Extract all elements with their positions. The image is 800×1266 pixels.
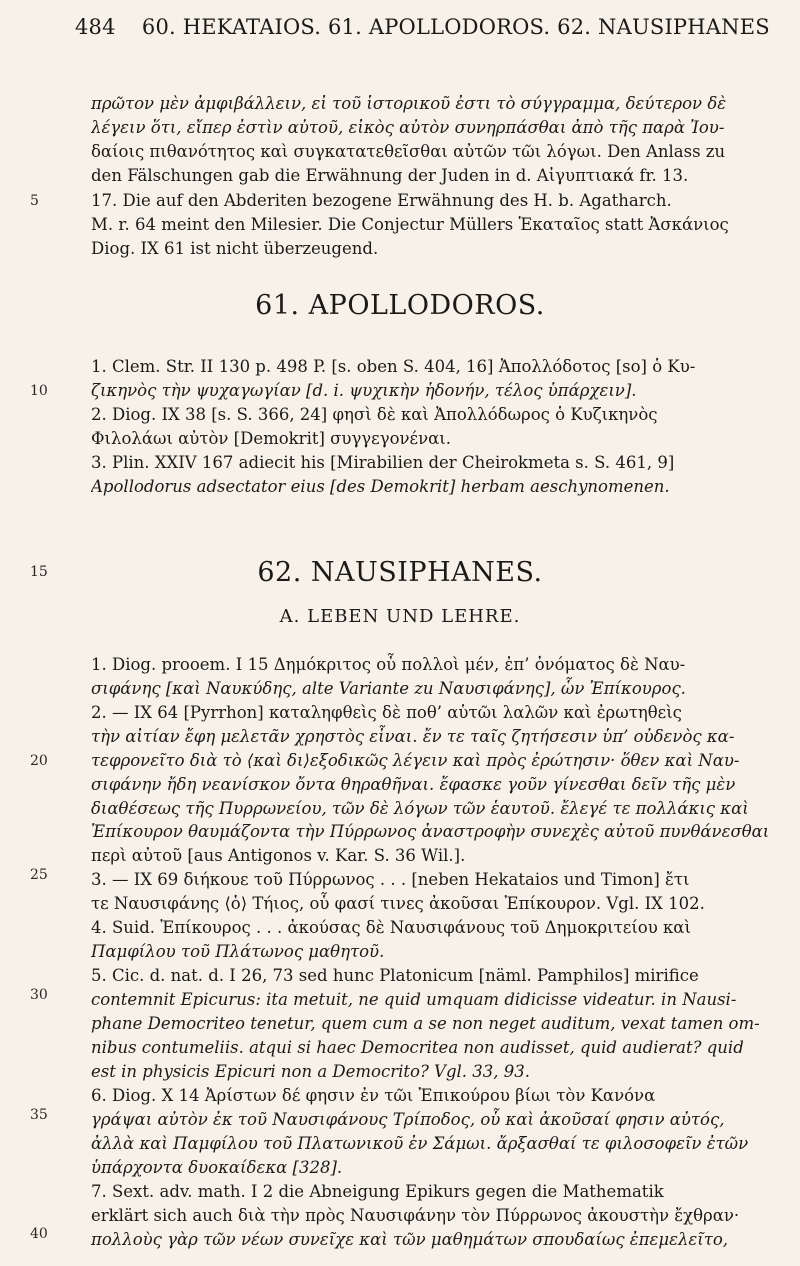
text-line: Φιλολάωι αὐτὸν [Demokrit] συγγεγονέναι. <box>91 429 451 448</box>
text-line: phane Democriteo tenetur, quem cum a se non neget auditum, vexat tamen om- <box>91 1014 760 1033</box>
text-line: 7. Sext. adv. math. I 2 die Abneigung Epikurs gegen die Mathematik <box>91 1182 664 1201</box>
text-line: 1. Clem. Str. II 130 p. 498 P. [s. oben S. 404, 16] Ἀπολλόδοτος [so] ὁ Κυ- <box>91 357 696 376</box>
text-line: Ἐπίκουρον θαυμάζοντα τὴν Πύρρωνος ἀναστροφὴν συνεχὲς αὐτοῦ πυνθάνεσθαι <box>91 822 770 841</box>
text-line: πολλοὺς γὰρ τῶν νέων συνεῖχε καὶ τῶν μαθημάτων σπουδαίως ἐπεμελεῖτο, <box>91 1230 729 1249</box>
text-line: contemnit Epicurus: ita metuit, ne quid umquam didicisse videatur. in Nausi- <box>91 990 737 1009</box>
text-line: den Fälschungen gab die Erwähnung der Juden in d. Αἰγυπτιακά fr. 13. <box>91 166 689 185</box>
text-line: Παμφίλου τοῦ Πλάτωνος μαθητοῦ. <box>91 942 385 961</box>
text-line: 17. Die auf den Abderiten bezogene Erwähnung des H. b. Agatharch. <box>91 191 672 210</box>
text-line: σιφάνης [καὶ Ναυκύδης, alte Variante zu Ναυσιφάνης], ὧν Ἐπίκουρος. <box>91 679 686 698</box>
text-line: τὴν αἰτίαν ἔφη μελετᾶν χρηστὸς εἶναι. ἔν τε ταῖς ζητήσεσιν ὑπ’ οὐδενὸς κα- <box>91 727 735 746</box>
running-header <box>75 15 770 39</box>
line-number: 10 <box>30 383 48 399</box>
section-title-61: 61. APOLLODOROS. <box>255 290 545 321</box>
section-subtitle: A. LEBEN UND LEHRE. <box>279 606 521 627</box>
text-line: σιφάνην ἤδη νεανίσκον ὄντα θηραθῆναι. ἔφασκε γοῦν γίνεσθαι δεῖν τῆς μὲν <box>91 775 736 794</box>
text-line: Apollodorus adsectator eius [des Demokrit] herbam aeschynomenen. <box>91 477 670 496</box>
text-line: ἀλλὰ καὶ Παμφίλου τοῦ Πλατωνικοῦ ἐν Σάμωι. ἄρξασθαί τε φιλοσοφεῖν ἐτῶν <box>91 1134 749 1153</box>
text-line: δαίοις πιθανότητος καὶ συγκατατεθεῖσθαι αὐτῶν τῶι λόγωι. Den Anlass zu <box>91 142 726 161</box>
line-number: 30 <box>30 987 48 1003</box>
text-line: 1. Diog. prooem. I 15 Δημόκριτος οὗ πολλοὶ μέν, ἐπ’ ὀνόματος δὲ Ναυ- <box>91 655 686 674</box>
text-line: περὶ αὐτοῦ [aus Antigonos v. Kar. S. 36 Wil.]. <box>91 846 466 865</box>
line-number: 40 <box>30 1226 48 1242</box>
text-line: λέγειν ὅτι, εἴπερ ἐστὶν αὐτοῦ, εἰκὸς αὐτὸν συνηρπάσθαι ἀπὸ τῆς παρὰ Ἰου- <box>91 118 725 137</box>
page-number: 484 <box>75 15 116 39</box>
text-line: ζικηνὸς τὴν ψυχαγωγίαν [d. i. ψυχικὴν ἡδονήν, τέλος ὑπάρχειν]. <box>91 381 637 400</box>
text-line: M. r. 64 meint den Milesier. Die Conjectur Müllers Ἑκαταῖος statt Ἀσκάνιος <box>91 215 729 234</box>
line-number: 5 <box>30 193 39 209</box>
text-line: 2. — IX 64 [Pyrrhon] καταληφθεὶς δὲ ποθ’ αὑτῶι λαλῶν καὶ ἐρωτηθεὶς <box>91 703 682 722</box>
section-title-62: 62. NAUSIPHANES. <box>257 557 543 588</box>
line-number: 25 <box>30 867 48 883</box>
text-line: διαθέσεως τῆς Πυρρωνείου, τῶν δὲ λόγων τῶν ἑαυτοῦ. ἔλεγέ τε πολλάκις καὶ <box>91 799 749 818</box>
text-line: 3. Plin. XXIV 167 adiecit his [Mirabilien der Cheirokmeta s. S. 461, 9] <box>91 453 675 472</box>
text-line: πρῶτον μὲν ἀμφιβάλλειν, εἰ τοῦ ἱστορικοῦ ἐστι τὸ σύγγραμμα, δεύτερον δὲ <box>91 94 727 113</box>
text-line: τε Ναυσιφάνης ⟨ὁ⟩ Τήιος, οὗ φασί τινες ἀκοῦσαι Ἐπίκουρον. Vgl. IX 102. <box>91 894 705 913</box>
running-title: 60. HEKATAIOS. 61. APOLLODOROS. 62. NAUSIPHANES <box>141 15 770 39</box>
text-line: 2. Diog. IX 38 [s. S. 366, 24] φησὶ δὲ καὶ Ἀπολλόδωρος ὁ Κυζικηνὸς <box>91 405 658 424</box>
line-number: 15 <box>30 564 48 580</box>
text-line: τεφρονεῖτο διὰ τὸ ⟨καὶ δι⟩εξοδικῶς λέγειν καὶ πρὸς ἐρώτησιν· ὅθεν καὶ Ναυ- <box>91 751 740 770</box>
text-line: Diog. IX 61 ist nicht überzeugend. <box>91 239 379 258</box>
text-line: nibus contumeliis. atqui si haec Democritea non audisset, quid audierat? quid <box>91 1038 744 1057</box>
text-line: ὑπάρχοντα δυοκαίδεκα [328]. <box>91 1158 343 1177</box>
text-line: γράψαι αὐτὸν ἐκ τοῦ Ναυσιφάνους Τρίποδος, οὗ καὶ ἀκοῦσαί φησιν αὐτός, <box>91 1110 725 1129</box>
text-line: est in physicis Epicuri non a Democrito? Vgl. 33, 93. <box>91 1062 531 1081</box>
text-line: 3. — IX 69 διήκουε τοῦ Πύρρωνος . . . [neben Hekataios und Timon] ἔτι <box>91 870 690 889</box>
text-line: 4. Suid. Ἐπίκουρος . . . ἀκούσας δὲ Ναυσιφάνους τοῦ Δημοκριτείου καὶ <box>91 918 691 937</box>
text-line: 5. Cic. d. nat. d. I 26, 73 sed hunc Platonicum [näml. Pamphilos] mirifice <box>91 966 699 985</box>
line-number: 20 <box>30 753 48 769</box>
line-number: 35 <box>30 1107 48 1123</box>
text-line: 6. Diog. X 14 Ἀρίστων δέ φησιν ἐν τῶι Ἐπικούρου βίωι τὸν Κανόνα <box>91 1086 656 1105</box>
text-line: erklärt sich auch διὰ τὴν πρὸς Ναυσιφάνην τὸν Πύρρωνος ἀκουστὴν ἔχθραν· <box>91 1206 740 1225</box>
